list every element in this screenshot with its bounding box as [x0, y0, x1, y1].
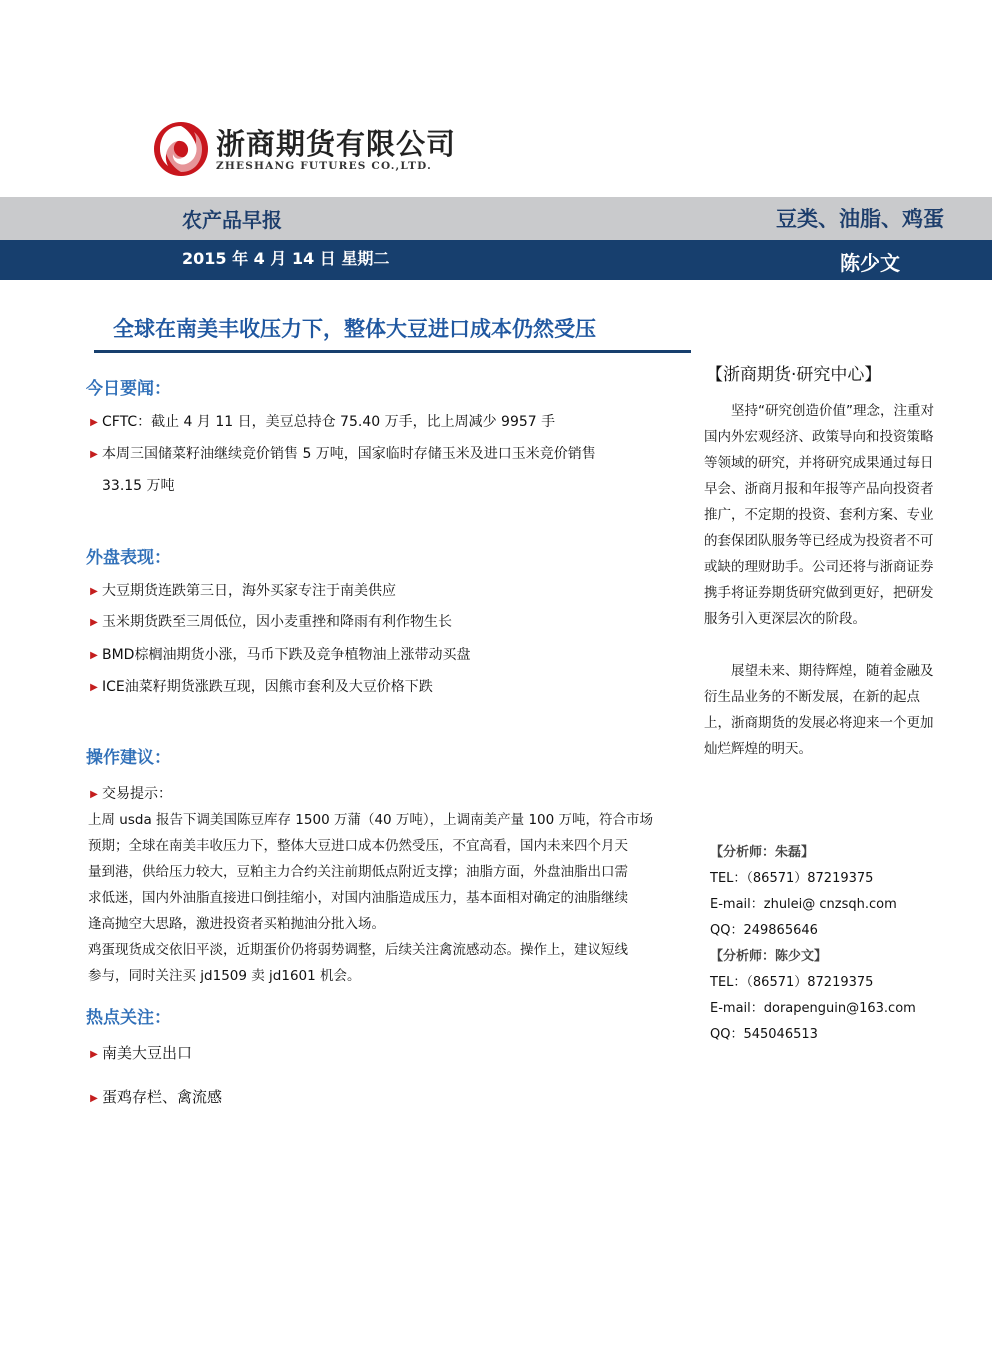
section-heading-overseas: 外盘表现：: [86, 548, 171, 568]
analyst-card: [710, 840, 897, 944]
analyst-name: 【分析师：陈少文】: [710, 949, 828, 964]
title-divider: [94, 350, 691, 353]
list-item-continuation: 33.15 万吨: [102, 478, 175, 494]
bullet-arrow-icon: ▶: [90, 650, 98, 661]
company-name-cn: 浙商期货有限公司: [216, 127, 457, 161]
advice-line: 预期；全球在南美丰收压力下，整体大豆进口成本仍然受压，不宜高看，国内未来四个月天: [88, 838, 628, 854]
analyst-name: 【分析师：朱磊】: [710, 845, 815, 860]
list-item: ▶ 本周三国储菜籽油继续竞价销售 5 万吨，国家临时存储玉米及进口玉米竞价销售: [86, 439, 596, 470]
section-heading-news: 今日要闻：: [86, 379, 171, 399]
bullet-arrow-icon: ▶: [90, 449, 98, 460]
section-heading-hotspots: 热点关注：: [86, 1008, 171, 1028]
trade-tip-label: ▶ 交易提示：: [86, 779, 172, 810]
advice-body: [88, 807, 698, 989]
analyst-card: [710, 944, 916, 1048]
list-item: ▶ ICE油菜籽期货涨跌互现，因熊市套利及大豆价格下跌: [86, 672, 433, 703]
report-author: 陈少文: [840, 251, 900, 275]
section-heading-advice: 操作建议：: [86, 748, 171, 768]
bullet-arrow-icon: ▶: [90, 586, 98, 597]
advice-line: 上周 usda 报告下调美国陈豆库存 1500 万蒲（40 万吨），上调南美产量 100 万吨，符合市场: [88, 812, 654, 828]
bullet-arrow-icon: ▶: [90, 789, 98, 800]
advice-line: 逢高抛空大思路，激进投资者买粕抛油分批入场。: [88, 916, 385, 932]
advice-line: 量到港，供给压力较大，豆粕主力合约关注前期低点附近支撑；油脂方面，外盘油脂出口需: [88, 864, 628, 880]
report-categories: 豆类、油脂、鸡蛋: [776, 207, 944, 231]
report-title: 全球在南美丰收压力下，整体大豆进口成本仍然受压: [113, 317, 596, 341]
research-center-intro: 坚持“研究创造价值”理念，注重对国内外宏观经济、政策导向和投资策略等领域的研究，并将研究成果通过每日早会、浙商月报和年报等产品向投资者推广，不定期的投资、套利方案、专业的套保团队服务等已经成为投资者不可或缺的理财助手。公司还将与浙商证券携手将证券期货研究做到更好，把研发服务引入更深层次的阶段。: [704, 403, 934, 627]
bullet-arrow-icon: ▶: [90, 617, 98, 628]
analyst-tel: TEL：（86571）87219375: [710, 871, 874, 886]
bullet-arrow-icon: ▶: [90, 682, 98, 693]
list-item: ▶ 蛋鸡存栏、禽流感: [86, 1082, 222, 1114]
company-logo-icon: [152, 120, 210, 178]
advice-line: 求低迷，国内外油脂直接进口倒挂缩小，对国内油脂造成压力，基本面相对确定的油脂继续: [88, 890, 628, 906]
report-date: 2015 年 4 月 14 日 星期二: [182, 249, 390, 268]
advice-line: 鸡蛋现货成交依旧平淡，近期蛋价仍将弱势调整，后续关注禽流感动态。操作上，建议短线: [88, 942, 628, 958]
company-name-en: ZHESHANG FUTURES CO.,LTD.: [216, 160, 432, 172]
list-item: ▶ BMD棕榈油期货小涨，马币下跌及竞争植物油上涨带动买盘: [86, 640, 470, 671]
bullet-arrow-icon: ▶: [90, 417, 98, 428]
analyst-qq: QQ：545046513: [710, 1027, 818, 1042]
bullet-arrow-icon: ▶: [90, 1049, 98, 1060]
research-center-heading: 【浙商期货·研究中心】: [706, 365, 882, 385]
list-item: ▶ 玉米期货跌至三周低位，因小麦重挫和降雨有利作物生长: [86, 607, 452, 638]
analyst-email: E-mail：dorapenguin@163.com: [710, 1001, 916, 1016]
advice-line: 参与，同时关注买 jd1509 卖 jd1601 机会。: [88, 968, 361, 984]
research-center-outlook: 展望未来、期待辉煌，随着金融及衍生品业务的不断发展，在新的起点上，浙商期货的发展必将迎来一个更加灿烂辉煌的明天。: [704, 663, 934, 757]
list-item: ▶ 南美大豆出口: [86, 1038, 192, 1070]
analyst-email: E-mail：zhulei@ cnzsqh.com: [710, 897, 897, 912]
analyst-qq: QQ：249865646: [710, 923, 818, 938]
report-type: 农产品早报: [182, 208, 282, 232]
bullet-arrow-icon: ▶: [90, 1093, 98, 1104]
analyst-tel: TEL：（86571）87219375: [710, 975, 874, 990]
list-item: ▶ 大豆期货连跌第三日，海外买家专注于南美供应: [86, 576, 396, 607]
list-item: ▶ CFTC：截止 4 月 11 日，美豆总持仓 75.40 万手，比上周减少 9957 手: [86, 407, 555, 438]
